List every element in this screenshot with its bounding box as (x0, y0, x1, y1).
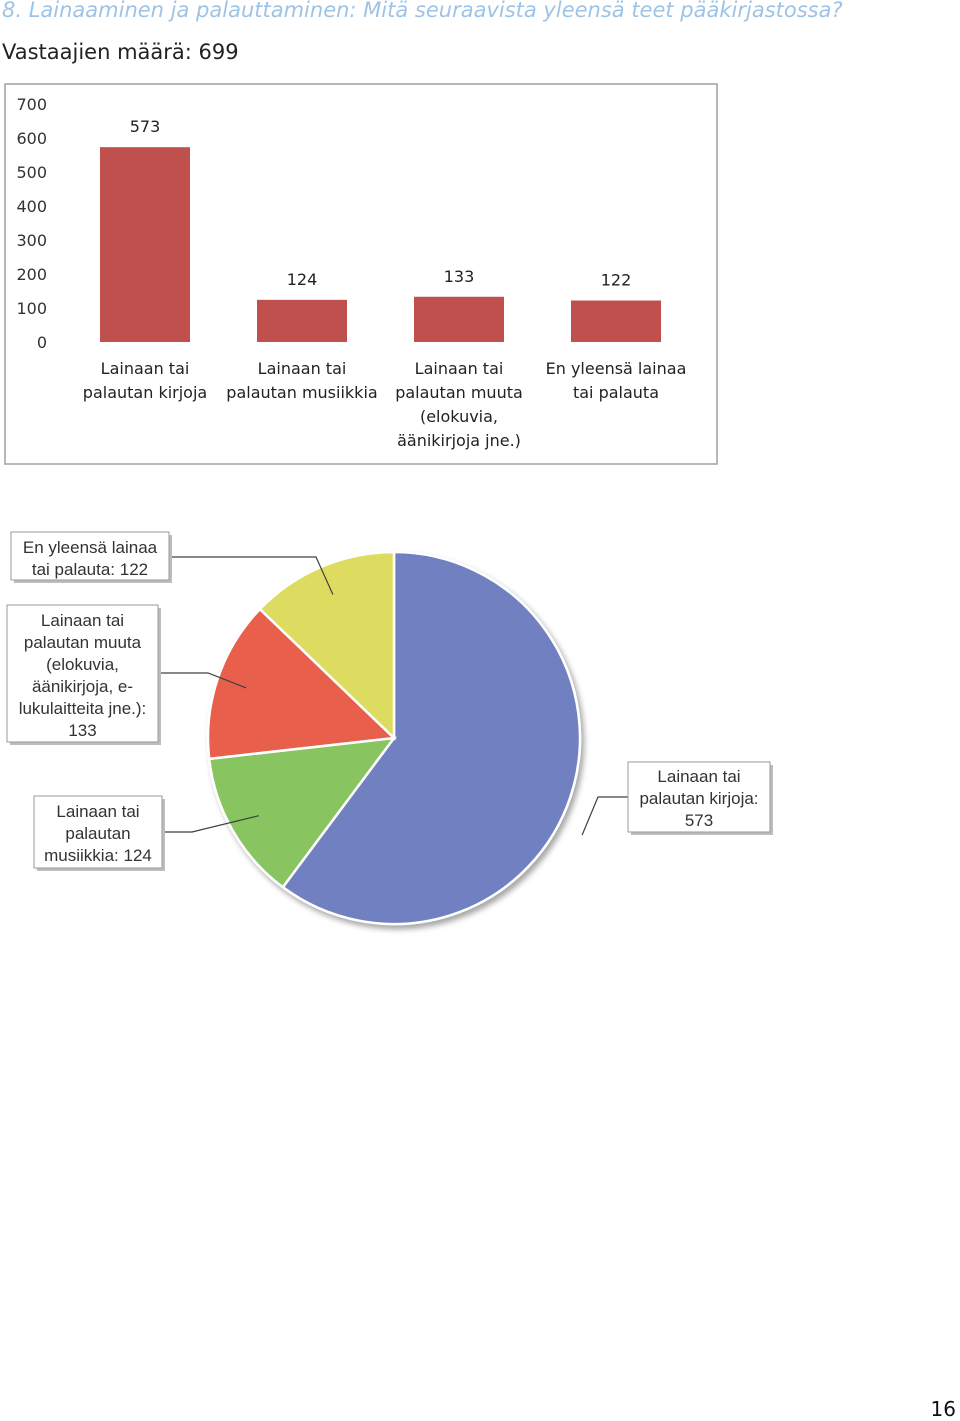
x-category-label: äänikirjoja jne.) (397, 431, 521, 450)
question-heading: 8. Lainaaminen ja palauttaminen: Mitä seuraavista yleensä teet pääkirjastossa? (2, 0, 843, 22)
pie-slice-label: äänikirjoja, e- (31, 677, 134, 696)
respondent-count: Vastaajien määrä: 699 (2, 40, 239, 64)
y-tick-label: 600 (16, 129, 47, 148)
x-category-label: Lainaan tai (414, 359, 504, 378)
pie-slice-label: palautan kirjoja: (639, 789, 759, 808)
bar (100, 147, 190, 342)
y-tick-label: 100 (16, 299, 47, 318)
pie-slice-label: palautan muuta (23, 633, 142, 652)
x-category-label: palautan muuta (395, 383, 523, 402)
y-tick-label: 300 (16, 231, 47, 250)
bar (571, 301, 661, 342)
bar-data-label: 133 (443, 266, 475, 286)
pie-slice-label: 133 (68, 721, 97, 740)
pie-slice-label: tai palauta: 122 (31, 560, 149, 579)
bar (414, 297, 504, 342)
y-tick-label: 700 (16, 95, 47, 114)
pie-slice-label: (elokuvia, (46, 655, 119, 674)
x-category-label: tai palauta (572, 383, 660, 402)
bar-data-label: 124 (286, 269, 318, 289)
bar-data-label: 573 (129, 117, 161, 137)
x-category-label: Lainaan tai (100, 359, 190, 378)
pie-slices (208, 552, 580, 924)
y-tick-label: 200 (16, 265, 47, 284)
bar-data-label: 122 (600, 270, 632, 290)
pie-slice-label: palautan (65, 824, 131, 843)
page-number: 16 (930, 1397, 956, 1421)
y-tick-label: 500 (16, 163, 47, 182)
y-tick-label: 0 (36, 333, 47, 352)
pie-slice-label: 573 (684, 811, 714, 830)
pie-slice-label: lukulaitteita jne.): (18, 699, 147, 718)
x-category-label: En yleensä lainaa (545, 359, 687, 378)
y-tick-label: 400 (16, 197, 47, 216)
x-category-label: (elokuvia, (419, 407, 499, 426)
pie-slice-label: Lainaan tai (56, 802, 140, 821)
pie-slice-label: musiikkia: 124 (44, 846, 152, 865)
pie-chart (7, 532, 773, 924)
bar (257, 300, 347, 342)
pie-slice-label: Lainaan tai (657, 767, 741, 786)
leader-line (582, 797, 628, 835)
x-category-label: palautan musiikkia (226, 383, 378, 402)
pie-slice-label: En yleensä lainaa (22, 538, 158, 557)
pie-slice-label: Lainaan tai (40, 611, 125, 630)
x-category-label: Lainaan tai (257, 359, 347, 378)
x-category-label: palautan kirjoja (82, 383, 208, 402)
